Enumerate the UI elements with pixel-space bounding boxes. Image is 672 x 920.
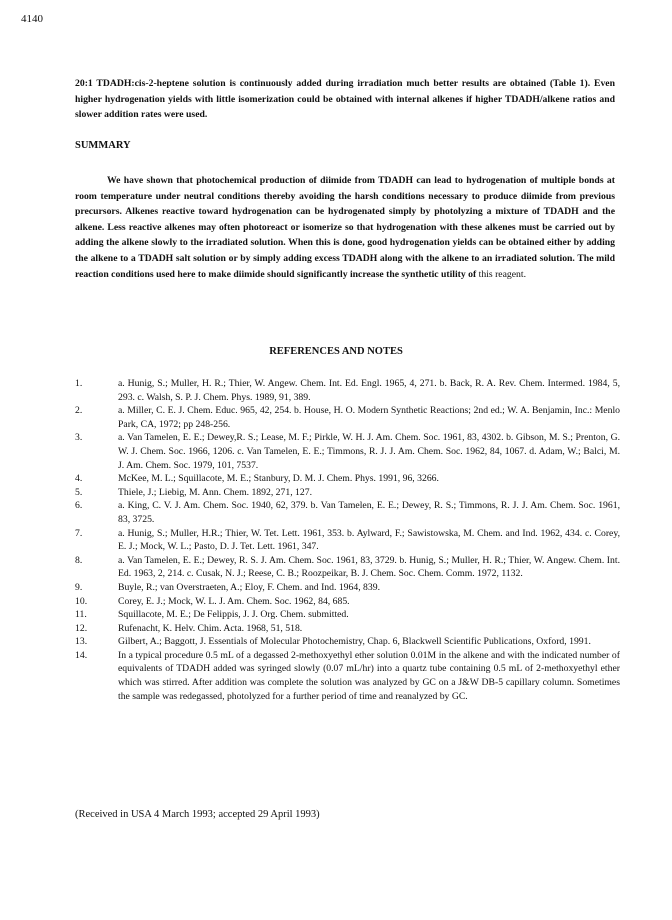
reference-item bbox=[75, 431, 620, 472]
summary-tail: this reagent. bbox=[478, 268, 527, 280]
reference-item bbox=[75, 404, 620, 431]
received-line: (Received in USA 4 March 1993; accepted 29 April 1993) bbox=[75, 809, 320, 820]
intro-paragraph: 20:1 TDADH:cis-2-heptene solution is continuously added during irradiation much better results are obtained (Table 1). Even higher hydrogenation yields with little isomerization could be obtained with internal alkenes if higher TDADH/alkene ratios and slower addition rates were used. bbox=[75, 78, 615, 121]
reference-number: 3. bbox=[75, 432, 83, 444]
reference-text: a. Van Tamelen, E. E.; Dewey,R. S.; Lease, M. F.; Pirkle, W. H. J. Am. Chem. Soc. 1961, 83, 4302. b. Gibson, M. S.; Prenton, G. W. J. Chem. Soc. 1966, 1206. c. Van Tamelen, E. E.; Timmons, R. J. J. Am. Chem. Soc. 1962, 84, 1067. d. Adam, W.; Balci, M. J. Am. Chem. Soc. 1979, 101, 7537. bbox=[118, 432, 620, 471]
reference-text: a. Hunig, S.; Muller, H.R.; Thier, W. Tet. Lett. 1961, 353. b. Aylward, F.; Sawistowska, M. Chem. and Ind. 1962, 434. c. Corey, E. J.; Mock, W. L.; Pasto, D. J. Tet. Lett. 1961, 347. bbox=[118, 527, 620, 553]
reference-item bbox=[75, 581, 620, 595]
reference-number: 14. bbox=[75, 649, 88, 661]
page-number: 4140 bbox=[21, 13, 43, 25]
references-list bbox=[75, 377, 620, 703]
reference-item bbox=[75, 595, 620, 609]
reference-item bbox=[75, 554, 620, 581]
reference-item bbox=[75, 377, 620, 404]
reference-number: 2. bbox=[75, 405, 83, 417]
reference-text: Corey, E. J.; Mock, W. L. J. Am. Chem. Soc. 1962, 84, 685. bbox=[118, 595, 350, 607]
reference-number: 13. bbox=[75, 636, 88, 648]
reference-number: 6. bbox=[75, 500, 83, 512]
reference-number: 7. bbox=[75, 527, 83, 539]
summary-heading: SUMMARY bbox=[75, 140, 131, 151]
reference-number: 12. bbox=[75, 622, 88, 634]
reference-number: 10. bbox=[75, 595, 88, 607]
reference-item bbox=[75, 635, 620, 649]
reference-text: Gilbert, A.; Baggott, J. Essentials of Molecular Photochemistry, Chap. 6, Blackwell Scientific Publications, Oxford, 1991. bbox=[118, 636, 591, 648]
reference-item bbox=[75, 608, 620, 622]
summary-body: We have shown that photochemical production of diimide from TDADH can lead to hydrogenation of multiple bonds at room temperature under neutral conditions thereby avoiding the harsh conditions necessary to produce diimide from previous precursors. Alkenes reactive toward hydrogenation can be hydrogenated simply by photolyzing a mixture of TDADH and the alkene. Less reactive alkenes may often photoreact or isomerize so that hydrogenation with these alkenes must be carried out by adding the alkene slowly to the irradiated solution. When this is done, good hydrogenation yields can be obtained either by adding the alkene to a TDADH salt solution or by simply adding excess TDADH along with the alkene to an irradiated solution. The mild reaction conditions used here to make diimide should significantly increase the synthetic utility of bbox=[75, 175, 615, 280]
reference-item bbox=[75, 486, 620, 500]
reference-number: 1. bbox=[75, 378, 83, 389]
reference-item bbox=[75, 649, 620, 703]
reference-text: Rufenacht, K. Helv. Chim. Acta. 1968, 51, 518. bbox=[118, 622, 303, 634]
reference-item bbox=[75, 622, 620, 636]
reference-text: In a typical procedure 0.5 mL of a degassed 2-methoxyethyl ether solution 0.01M in the alkene and with the indicated number of equivalents of TDADH added was syringed slowly (0.07 mL/hr) into a quartz tube containing 0.5 mL of 2-methoxyethyl ether which was stirred. After addition was complete the solution was analyzed by GC on a J&W DB-5 capillary column. Sometimes the sample was redegassed, photolyzed for a further period of time and reanalyzed by GC. bbox=[118, 649, 620, 702]
reference-item bbox=[75, 499, 620, 526]
reference-text: a. King, C. V. J. Am. Chem. Soc. 1940, 62, 379. b. Van Tamelen, E. E.; Dewey, R. S.; Timmons, R. J. J. Am. Chem. Soc. 1961, 83, 3725. bbox=[118, 500, 620, 525]
reference-number: 5. bbox=[75, 486, 83, 498]
reference-number: 4. bbox=[75, 473, 83, 485]
summary-paragraph bbox=[75, 173, 615, 282]
reference-text: a. Miller, C. E. J. Chem. Educ. 965, 42, 254. b. House, H. O. Modern Synthetic Reactions; 2nd ed.; W. A. Benjamin, Inc.: Menlo Park, CA, 1972; pp 248-256. bbox=[118, 405, 620, 430]
references-heading: REFERENCES AND NOTES bbox=[269, 346, 403, 357]
reference-text: Buyle, R.; van Overstraeten, A.; Eloy, F. Chem. and Ind. 1964, 839. bbox=[118, 581, 381, 593]
reference-number: 8. bbox=[75, 554, 83, 566]
reference-number: 9. bbox=[75, 581, 83, 593]
reference-text: a. Van Tamelen, E. E.; Dewey, R. S. J. Am. Chem. Soc. 1961, 83, 3729. b. Hunig, S.; Muller, H. R.; Thier, W. Angew. Chem. Int. Ed. 1963, 2, 214. c. Cusak, N. J.; Reese, C. B.; Roozpeikar, B. J. Chem. Soc. Chem. Comm. 1972, 1132. bbox=[118, 554, 620, 580]
reference-text: Thiele, J.; Liebig, M. Ann. Chem. 1892, 271, 127. bbox=[118, 486, 313, 498]
reference-number: 11. bbox=[75, 609, 87, 621]
reference-text: Squillacote, M. E.; De Felippis, J. J. Org. Chem. submitted. bbox=[118, 609, 349, 621]
reference-text: McKee, M. L.; Squillacote, M. E.; Stanbury, D. M. J. Chem. Phys. 1991, 96, 3266. bbox=[118, 473, 439, 485]
reference-item bbox=[75, 527, 620, 554]
reference-item bbox=[75, 472, 620, 486]
reference-text: a. Hunig, S.; Muller, H. R.; Thier, W. Angew. Chem. Int. Ed. Engl. 1965, 4, 271. b. Back, R. A. Rev. Chem. Intermed. 1984, 5, 293. c. Walsh, S. P. J. Chem. Phys. 1989, 91, 389. bbox=[118, 378, 620, 403]
